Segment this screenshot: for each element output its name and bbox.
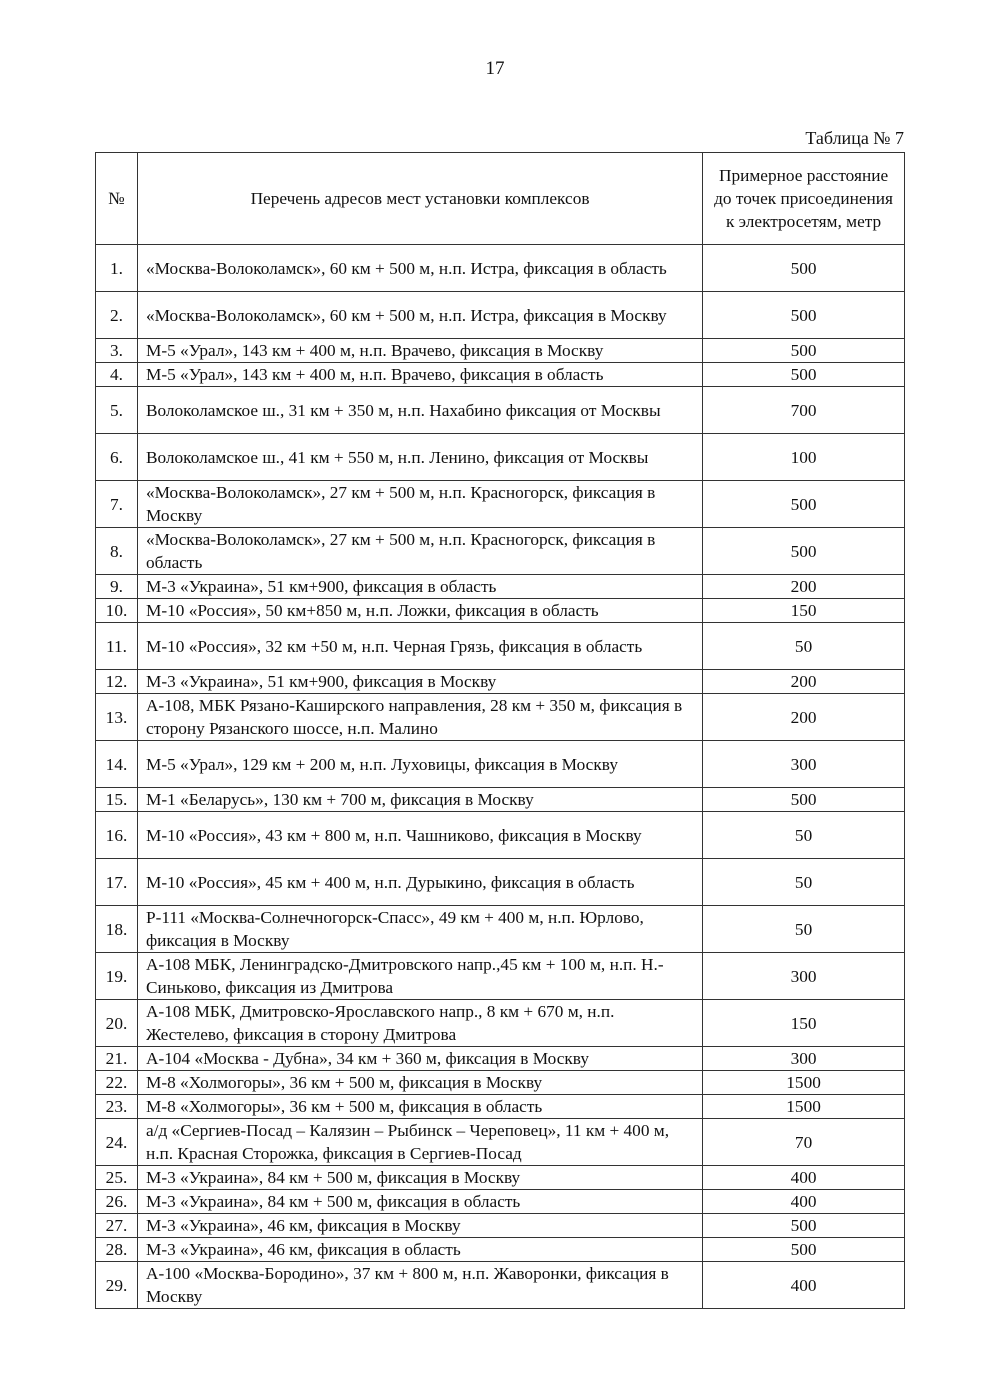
row-distance: 300 (703, 953, 905, 1000)
row-distance: 500 (703, 528, 905, 575)
table-row (96, 788, 905, 812)
row-distance: 500 (703, 1214, 905, 1238)
row-number: 4. (96, 363, 138, 387)
row-number: 22. (96, 1071, 138, 1095)
row-distance: 100 (703, 434, 905, 481)
row-number: 15. (96, 788, 138, 812)
row-number: 7. (96, 481, 138, 528)
table-row (96, 434, 905, 481)
header-distance: Примерное расстояние до точек присоединения к электросетям, метр (703, 153, 905, 245)
row-number: 8. (96, 528, 138, 575)
row-address: М-10 «Россия», 45 км + 400 м, н.п. Дурыкино, фиксация в область (137, 859, 702, 906)
row-address: «Москва-Волоколамск», 27 км + 500 м, н.п. Красногорск, фиксация в Москву (137, 481, 702, 528)
row-address: М-5 «Урал», 129 км + 200 м, н.п. Луховицы, фиксация в Москву (137, 741, 702, 788)
row-address: Р-111 «Москва-Солнечногорск-Спасс», 49 км + 400 м, н.п. Юрлово, фиксация в Москву (137, 906, 702, 953)
row-number: 10. (96, 599, 138, 623)
row-address: М-3 «Украина», 51 км+900, фиксация в Москву (137, 670, 702, 694)
row-number: 13. (96, 694, 138, 741)
row-address: А-108, МБК Рязано-Каширского направления, 28 км + 350 м, фиксация в сторону Рязанского шоссе, н.п. Малино (137, 694, 702, 741)
row-number: 21. (96, 1047, 138, 1071)
installation-sites-table (95, 152, 905, 1309)
header-address: Перечень адресов мест установки комплексов (137, 153, 702, 245)
row-address: а/д «Сергиев-Посад – Калязин – Рыбинск – Череповец», 11 км + 400 м, н.п. Красная Сторожка, фиксация в Сергиев-Посад (137, 1119, 702, 1166)
table-row (96, 363, 905, 387)
row-number: 3. (96, 339, 138, 363)
row-address: М-8 «Холмогоры», 36 км + 500 м, фиксация в Москву (137, 1071, 702, 1095)
row-number: 23. (96, 1095, 138, 1119)
row-address: А-108 МБК, Дмитровско-Ярославского напр., 8 км + 670 м, н.п. Жестелево, фиксация в сторону Дмитрова (137, 1000, 702, 1047)
row-distance: 300 (703, 741, 905, 788)
table-row (96, 339, 905, 363)
row-distance: 500 (703, 788, 905, 812)
table-row (96, 387, 905, 434)
table-row (96, 292, 905, 339)
row-distance: 300 (703, 1047, 905, 1071)
row-distance: 50 (703, 812, 905, 859)
table-row (96, 1095, 905, 1119)
table-row (96, 859, 905, 906)
table-row (96, 1166, 905, 1190)
row-number: 5. (96, 387, 138, 434)
row-distance: 500 (703, 363, 905, 387)
row-number: 6. (96, 434, 138, 481)
row-distance: 200 (703, 670, 905, 694)
row-address: М-5 «Урал», 143 км + 400 м, н.п. Врачево, фиксация в область (137, 363, 702, 387)
row-distance: 1500 (703, 1095, 905, 1119)
row-number: 11. (96, 623, 138, 670)
row-distance: 700 (703, 387, 905, 434)
row-distance: 500 (703, 339, 905, 363)
table-row (96, 599, 905, 623)
row-number: 14. (96, 741, 138, 788)
row-address: М-3 «Украина», 46 км, фиксация в Москву (137, 1214, 702, 1238)
table-row (96, 812, 905, 859)
row-distance: 400 (703, 1166, 905, 1190)
table-row (96, 906, 905, 953)
row-number: 9. (96, 575, 138, 599)
row-distance: 400 (703, 1190, 905, 1214)
row-address: М-10 «Россия», 43 км + 800 м, н.п. Чашниково, фиксация в Москву (137, 812, 702, 859)
row-distance: 500 (703, 481, 905, 528)
row-distance: 70 (703, 1119, 905, 1166)
table-row (96, 1262, 905, 1309)
table-row (96, 575, 905, 599)
row-number: 12. (96, 670, 138, 694)
row-address: А-100 «Москва-Бородино», 37 км + 800 м, н.п. Жаворонки, фиксация в Москву (137, 1262, 702, 1309)
row-number: 27. (96, 1214, 138, 1238)
table-row (96, 694, 905, 741)
row-address: «Москва-Волоколамск», 27 км + 500 м, н.п. Красногорск, фиксация в область (137, 528, 702, 575)
row-address: М-8 «Холмогоры», 36 км + 500 м, фиксация в область (137, 1095, 702, 1119)
row-address: А-108 МБК, Ленинградско-Дмитровского напр.,45 км + 100 м, н.п. Н.- Синьково, фиксация из Дмитрова (137, 953, 702, 1000)
row-distance: 200 (703, 694, 905, 741)
row-address: «Москва-Волоколамск», 60 км + 500 м, н.п. Истра, фиксация в Москву (137, 292, 702, 339)
row-number: 18. (96, 906, 138, 953)
table-row (96, 1190, 905, 1214)
table-row (96, 1047, 905, 1071)
row-address: М-3 «Украина», 84 км + 500 м, фиксация в область (137, 1190, 702, 1214)
row-address: А-104 «Москва - Дубна», 34 км + 360 м, фиксация в Москву (137, 1047, 702, 1071)
row-number: 28. (96, 1238, 138, 1262)
row-distance: 500 (703, 245, 905, 292)
table-row (96, 1071, 905, 1095)
table-row (96, 1119, 905, 1166)
row-distance: 50 (703, 906, 905, 953)
table-row (96, 741, 905, 788)
row-address: Волоколамское ш., 31 км + 350 м, н.п. Нахабино фиксация от Москвы (137, 387, 702, 434)
row-address: М-3 «Украина», 46 км, фиксация в область (137, 1238, 702, 1262)
row-number: 29. (96, 1262, 138, 1309)
row-distance: 1500 (703, 1071, 905, 1095)
table-row (96, 670, 905, 694)
table-row (96, 528, 905, 575)
table-header-row (96, 153, 905, 245)
row-number: 20. (96, 1000, 138, 1047)
row-distance: 200 (703, 575, 905, 599)
row-address: М-10 «Россия», 32 км +50 м, н.п. Черная Грязь, фиксация в область (137, 623, 702, 670)
header-number: № (96, 153, 138, 245)
row-number: 16. (96, 812, 138, 859)
row-address: Волоколамское ш., 41 км + 550 м, н.п. Ленино, фиксация от Москвы (137, 434, 702, 481)
table-body (96, 245, 905, 1309)
row-number: 1. (96, 245, 138, 292)
row-number: 25. (96, 1166, 138, 1190)
row-distance: 400 (703, 1262, 905, 1309)
row-distance: 150 (703, 599, 905, 623)
row-address: М-5 «Урал», 143 км + 400 м, н.п. Врачево, фиксация в Москву (137, 339, 702, 363)
row-distance: 150 (703, 1000, 905, 1047)
row-number: 24. (96, 1119, 138, 1166)
table-row (96, 1214, 905, 1238)
row-distance: 500 (703, 292, 905, 339)
row-number: 2. (96, 292, 138, 339)
row-address: М-10 «Россия», 50 км+850 м, н.п. Ложки, фиксация в область (137, 599, 702, 623)
table-row (96, 1238, 905, 1262)
row-address: М-1 «Беларусь», 130 км + 700 м, фиксация в Москву (137, 788, 702, 812)
row-number: 26. (96, 1190, 138, 1214)
table-row (96, 1000, 905, 1047)
row-address: М-3 «Украина», 84 км + 500 м, фиксация в Москву (137, 1166, 702, 1190)
row-distance: 500 (703, 1238, 905, 1262)
table-row (96, 481, 905, 528)
row-address: «Москва-Волоколамск», 60 км + 500 м, н.п. Истра, фиксация в область (137, 245, 702, 292)
table-row (96, 245, 905, 292)
row-distance: 50 (703, 859, 905, 906)
table-caption: Таблица № 7 (805, 128, 904, 148)
table-row (96, 953, 905, 1000)
table-row (96, 623, 905, 670)
row-address: М-3 «Украина», 51 км+900, фиксация в область (137, 575, 702, 599)
row-number: 17. (96, 859, 138, 906)
page-number: 17 (485, 58, 505, 79)
row-distance: 50 (703, 623, 905, 670)
row-number: 19. (96, 953, 138, 1000)
